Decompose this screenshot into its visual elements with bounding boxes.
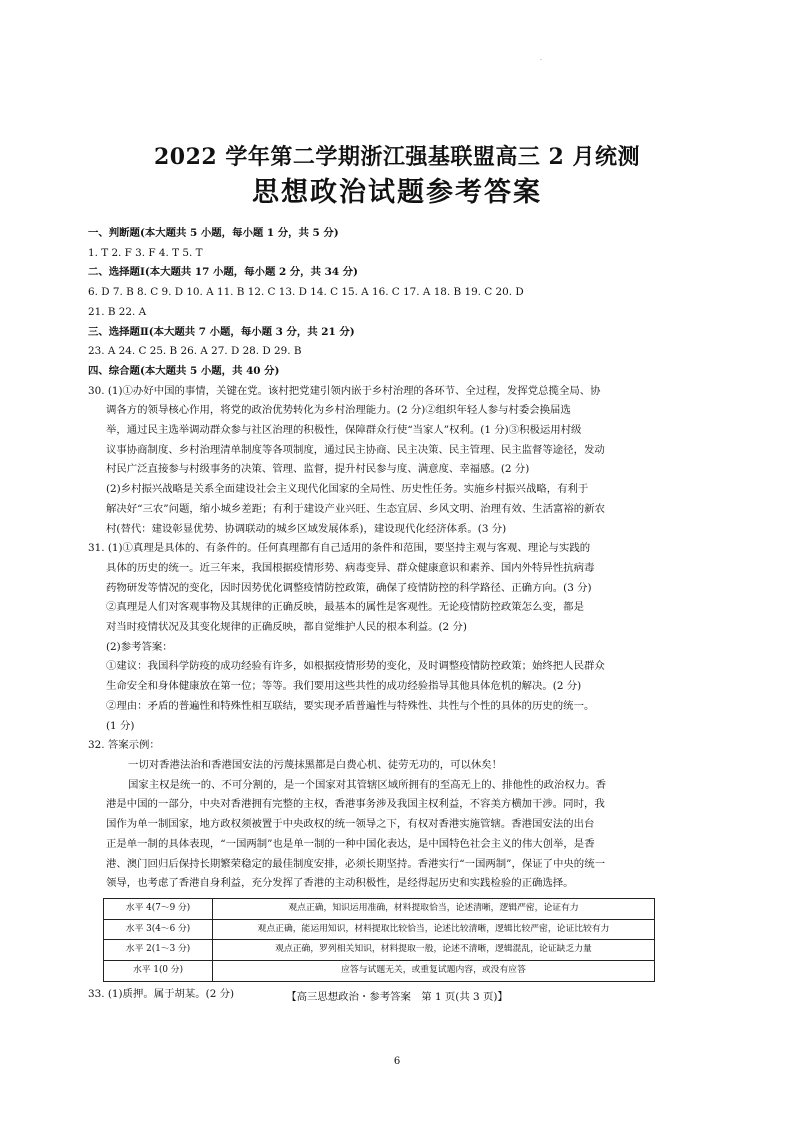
rubric-description: 应答与试题无关，或重复试题内容，或没有应答 bbox=[213, 961, 655, 982]
answer-key-title: 思想政治试题参考答案 bbox=[252, 177, 542, 208]
answer-line: 1. T 2. F 3. F 4. T 5. T bbox=[88, 246, 203, 259]
answer-line: 对当时疫情状况及其变化规律的正确反映，都自觉维护人民的根本利益。(2 分) bbox=[106, 621, 467, 634]
answer-line: ②理由：矛盾的普遍性和特殊性相互联结，要实现矛盾普遍性与特殊性、共性与个性的具体的历史的统一。 bbox=[106, 699, 595, 712]
answer-line: 村民广泛直接参与村级事务的决策、管理、监督，提升村民参与度、满意度、幸福感。(2 分) bbox=[106, 463, 530, 476]
answer-line: 领导，也考虑了香港自身利益，充分发挥了香港的主动积极性，是经得起历史和实践检验的正确选择。 bbox=[106, 877, 574, 890]
rubric-level: 水平 3(4～6 分) bbox=[104, 919, 213, 940]
answer-line: 药物研发等情况的变化，因时因势优化调整疫情防控政策，确保了疫情防控的科学路径、正确方向。(3 分) bbox=[106, 581, 592, 594]
rubric-level: 水平 1(0 分) bbox=[104, 961, 213, 982]
answer-lines bbox=[88, 224, 668, 894]
rubric-description: 观点正确，罗列相关知识，材料提取一般，论述不清晰，逻辑混乱，论证缺乏力量 bbox=[213, 940, 655, 961]
rubric-level: 水平 4(7～9 分) bbox=[104, 898, 213, 919]
section-heading: 二、选择题Ⅰ(本大题共 17 小题，每小题 2 分，共 34 分) bbox=[88, 266, 358, 279]
page-number: 6 bbox=[393, 1056, 401, 1067]
answer-line: 31. (1)①真理是具体的、有条件的。任何真理都有自己适用的条件和范围，要坚持主观与客观、理论与实践的 bbox=[88, 542, 591, 555]
rubric-description: 观点正确，能运用知识，材料提取比较恰当，论述比较清晰，逻辑比较严密，论证比较有力 bbox=[213, 919, 655, 940]
answer-line: 港是中国的一部分，中央对香港拥有完整的主权，香港事务涉及我国主权利益，不容美方横加干涉。同时，我 bbox=[106, 798, 605, 811]
section-heading: 三、选择题Ⅱ(本大题共 7 小题，每小题 3 分，共 21 分) bbox=[88, 325, 355, 338]
rubric-level: 水平 2(1～3 分) bbox=[104, 940, 213, 961]
answer-line: 32. 答案示例： bbox=[88, 739, 160, 752]
answer-line: 议事协商制度、乡村治理清单制度等各项制度，通过民主协商、民主决策、民主管理、民主监督等途径，发动 bbox=[106, 443, 605, 456]
exam-title: 2022 学年第二学期浙江强基联盟高三 2 月统测 bbox=[153, 144, 641, 170]
answer-line: 一切对香港法治和香港国安法的污蔑抹黑都是白费心机、徒劳无功的，可以休矣！ bbox=[128, 758, 503, 771]
answer-line: 国家主权是统一的、不可分割的，是一个国家对其管辖区域所拥有的至高无上的、排他性的政治权力。香 bbox=[128, 778, 606, 791]
answer-line: (1 分) bbox=[106, 719, 135, 732]
answer-line: 调各方的领导核心作用，将党的政治优势转化为乡村治理能力。(2 分)②组织年轻人参与村委会换届选 bbox=[106, 404, 571, 417]
answer-line: 解决好“三农”问题，缩小城乡差距；有利于建设产业兴旺、生态宜居、乡风文明、治理有效、生活富裕的新农 bbox=[106, 502, 605, 515]
answer-line: (2)乡村振兴战略是关系全面建设社会主义现代化国家的全局性、历史性任务。实施乡村振兴战略，有利于 bbox=[106, 483, 589, 496]
rubric-row bbox=[104, 919, 655, 940]
section-heading: 一、判断题(本大题共 5 小题，每小题 1 分，共 5 分) bbox=[88, 227, 339, 239]
scoring-rubric-table bbox=[103, 898, 655, 982]
answer-line: 正是单一制的具体表现，“一国两制”也是单一制的一种中国化表达，是中国特色社会主义的伟大创举，是香 bbox=[106, 837, 595, 850]
answer-line: 港、澳门回归后保持长期繁荣稳定的最佳制度安排，必须长期坚持。香港实行“一国两制”，保证了中央的统一 bbox=[106, 857, 605, 870]
answer-line: ①建议：我国科学防疫的成功经验有许多，如根据疫情形势的变化，及时调整疫情防控政策；始终把人民群众 bbox=[106, 660, 605, 673]
page-footer: 【高三思想政治・参考答案 第 1 页(共 3 页)】 bbox=[286, 991, 508, 1003]
rubric-description: 观点正确，知识运用准确，材料提取恰当，论述清晰，逻辑严密，论证有力 bbox=[213, 898, 655, 919]
rubric-row bbox=[104, 898, 655, 919]
answer-line: 6. D 7. B 8. C 9. D 10. A 11. B 12. C 13. D 14. C 15. A 16. C 17. A 18. B 19. C 20. D bbox=[88, 286, 524, 299]
question-33-line: 33. (1)质押。属于胡某。(2 分) bbox=[88, 987, 235, 1000]
rubric-row bbox=[104, 961, 655, 982]
rubric-row bbox=[104, 940, 655, 961]
answer-content bbox=[88, 224, 668, 1004]
answer-line: 生命安全和身体健康放在第一位；等等。我们要用这些共性的成功经验指导其他具体危机的解决。(2 分) bbox=[106, 680, 582, 693]
answer-line: 村(替代：建设彰显优势、协调联动的城乡区域发展体系)，建设现代化经济体系。(3 分) bbox=[106, 522, 507, 535]
answer-line: 30. (1)①办好中国的事情，关键在党。该村把党建引领内嵌于乡村治理的各环节、全过程，发挥党总揽全局、协 bbox=[88, 384, 601, 397]
answer-line: 具体的历史的统一。近三年来，我国根据疫情形势、病毒变异、群众健康意识和素养、国内外特异性抗病毒 bbox=[106, 561, 595, 574]
answer-line: 21. B 22. A bbox=[88, 305, 147, 318]
scan-speck: · bbox=[540, 57, 542, 64]
answer-line: ②真理是人们对客观事物及其规律的正确反映，最基本的属性是客观性。无论疫情防控政策怎么变，都是 bbox=[106, 601, 584, 614]
answer-line: (2)参考答案： bbox=[106, 640, 173, 653]
answer-line: 举，通过民主选举调动群众参与社区治理的积极性，保障群众行使“当家人”权利。(1 分)③积极运用村级 bbox=[106, 424, 582, 437]
answer-line: 23. A 24. C 25. B 26. A 27. D 28. D 29. B bbox=[88, 345, 302, 358]
answer-line: 国作为单一制国家，地方政权须被置于中央政权的统一领导之下，有权对香港实施管辖。香港国安法的出台 bbox=[106, 818, 595, 831]
section-heading: 四、综合题(本大题共 5 小题，共 40 分) bbox=[88, 364, 280, 377]
